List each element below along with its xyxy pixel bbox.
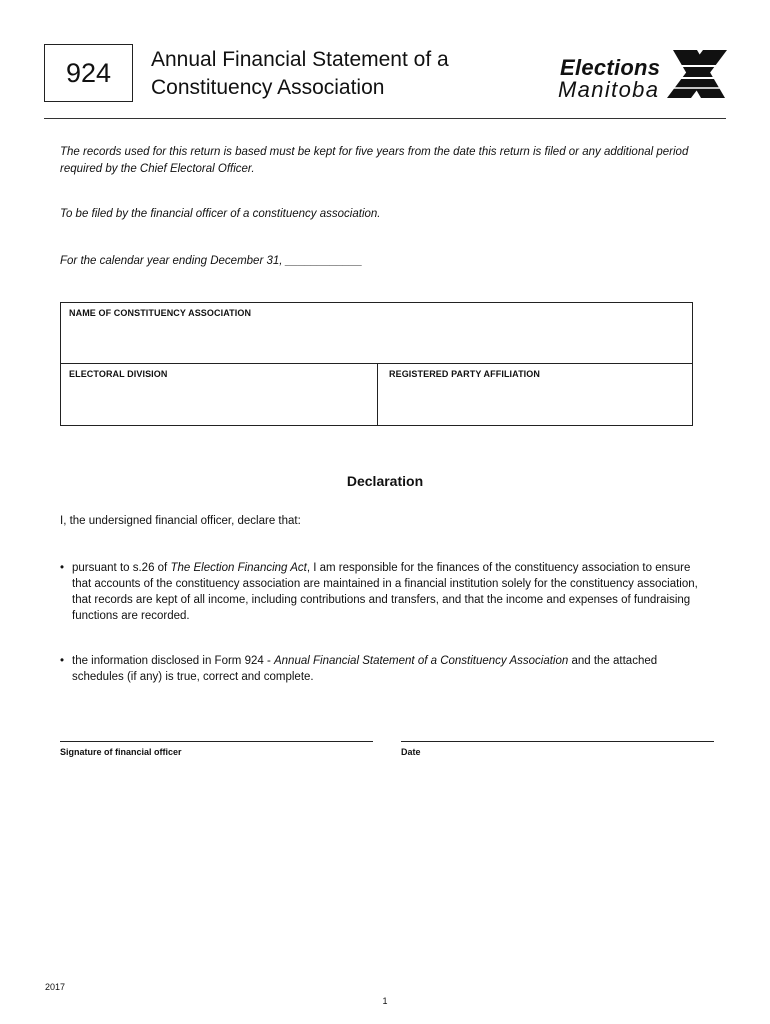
records-retention-note: The records used for this return is based must be kept for five years from the date this return is filed or any additional period required by the Chief Electoral Officer. — [60, 146, 689, 175]
form-title-line2: Constituency Association — [151, 76, 385, 99]
bullet-text-part: , I am responsible for the finances of the constituency association to ensure that accounts of the constituency association are maintained in a financial institution solely for the constituency association, that records are kept of all income, including contributions and transfers, and that the income and expenses of fundraising functions are recorded. — [72, 562, 698, 622]
table-divider — [377, 363, 378, 426]
electoral-division-label: ELECTORAL DIVISION — [69, 369, 168, 379]
bullet-text-part: the information disclosed in Form 924 - — [72, 655, 274, 667]
page-number: 1 — [382, 996, 388, 1006]
officer-signature-label: Signature of financial officer — [60, 747, 182, 757]
declaration-heading: Declaration — [346, 473, 424, 489]
date-label: Date — [401, 747, 421, 757]
form-name: Annual Financial Statement of a Constituency Association — [273, 655, 569, 667]
act-name: The Election Financing Act — [170, 562, 307, 574]
bullet-point-icon: • — [60, 562, 65, 574]
logo-text-line1: Elections — [560, 55, 660, 80]
declaration-intro: I, the undersigned financial officer, declare that: — [60, 515, 301, 527]
header-divider — [44, 118, 726, 119]
bullet-text-part: pursuant to s.26 of — [72, 562, 171, 574]
party-affiliation-label: REGISTERED PARTY AFFILIATION — [389, 369, 540, 379]
form-title-line1: Annual Financial Statement of a — [151, 48, 449, 71]
association-name-label: NAME OF CONSTITUENCY ASSOCIATION — [69, 308, 252, 318]
bullet-point-icon: • — [60, 655, 65, 667]
elections-manitoba-logo — [555, 48, 730, 100]
logo-text-line2: Manitoba — [558, 77, 658, 100]
form-title — [151, 46, 511, 102]
calendar-year-field[interactable]: For the calendar year ending December 31, ____________ — [60, 255, 363, 267]
form-number: 924 — [65, 57, 112, 88]
declaration-bullet-responsibility — [60, 560, 710, 624]
filing-note: To be filed by the financial officer of a constituency association. — [60, 208, 381, 220]
footer-year: 2017 — [45, 982, 66, 992]
bullet-text-part: and the attached schedules (if any) is true, correct and complete. — [72, 655, 658, 683]
association-info-table — [60, 302, 693, 426]
date-signature-line[interactable] — [401, 741, 714, 742]
officer-signature-line[interactable] — [60, 741, 373, 742]
bullet-text — [72, 560, 710, 624]
form-number-box — [44, 44, 133, 102]
declaration-bullet-accuracy — [60, 653, 710, 685]
logo-x-mark-icon — [667, 50, 727, 98]
bullet-text — [72, 653, 710, 685]
